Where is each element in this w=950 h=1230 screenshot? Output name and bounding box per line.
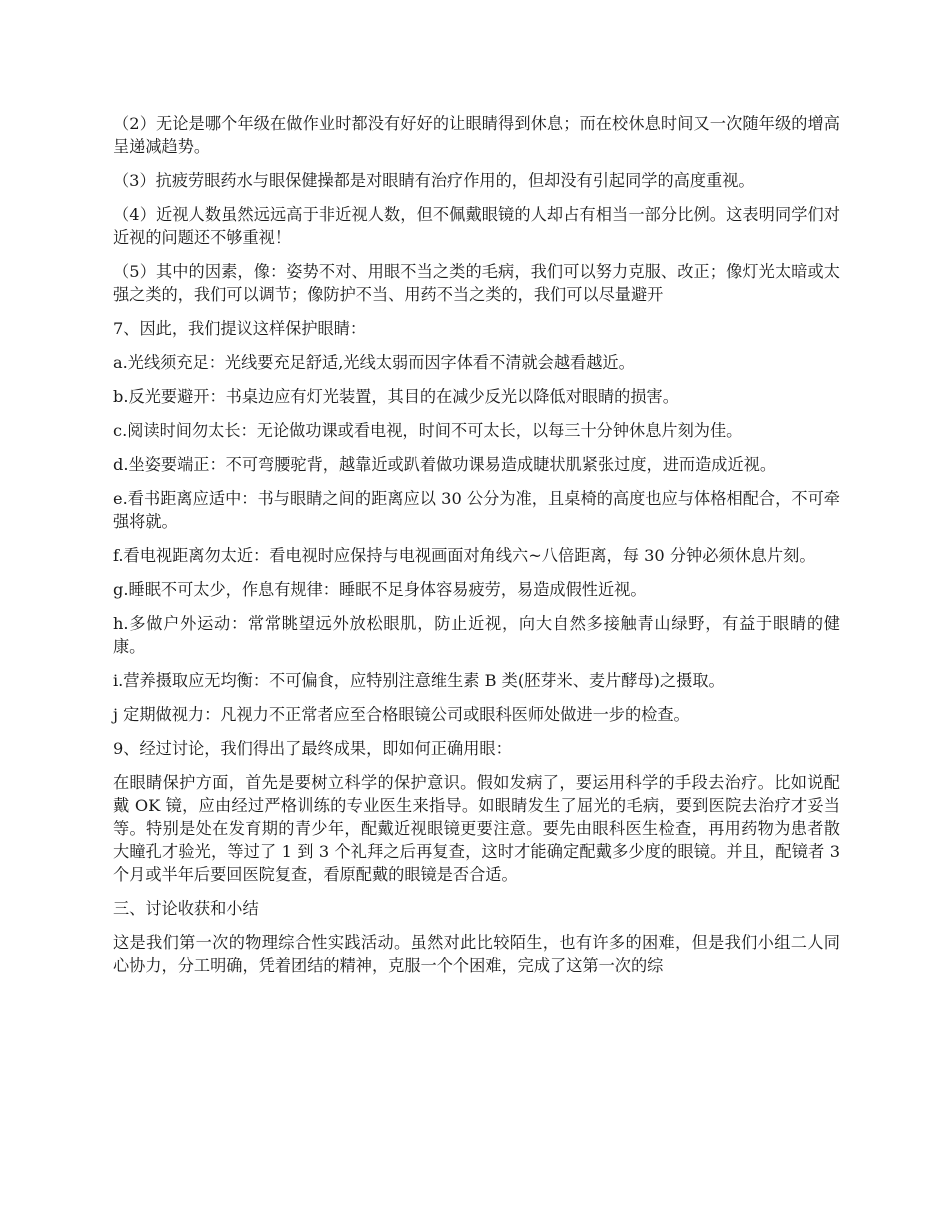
list-item-j: j 定期做视力：凡视力不正常者应至合格眼镜公司或眼科医师处做进一步的检查。: [113, 705, 690, 724]
list-item-b: b.反光要避开：书桌边应有灯光装置，其目的在减少反光以降低对眼睛的损害。: [113, 387, 679, 406]
section-heading-7: 7、因此，我们提议这样保护眼睛：: [113, 319, 367, 338]
paragraph-finding-3: （3）抗疲劳眼药水与眼保健操都是对眼睛有治疗作用的，但却没有引起同学的高度重视。: [113, 171, 755, 190]
list-item-g: g.睡眠不可太少，作息有规律：睡眠不足身体容易疲劳，易造成假性近视。: [113, 580, 647, 599]
paragraph-finding-4: （4）近视人数虽然远远高于非近视人数，但不佩戴眼镜的人却占有相当一部分比例。这表明同学们对近视的问题还不够重视！: [113, 205, 840, 247]
list-item-f: f.看电视距离勿太近：看电视时应保持与电视画面对角线六~八倍距离，每 30 分钟必须休息片刻。: [113, 546, 816, 565]
list-item-a: a.光线须充足：光线要充足舒适,光线太弱而因字体看不清就会越看越近。: [113, 353, 635, 372]
list-item-i: i.营养摄取应无均衡：不可偏食，应特别注意维生素 B 类(胚芽米、麦片酵母)之摄取。: [113, 671, 725, 690]
list-item-d: d.坐姿要端正：不可弯腰驼背，越靠近或趴着做功课易造成睫状肌紧张过度，进而造成近视。: [113, 455, 777, 474]
paragraph-finding-5: （5）其中的因素，像：姿势不对、用眼不当之类的毛病，我们可以努力克服、改正；像灯光太暗或太强之类的，我们可以调节；像防护不当、用药不当之类的，我们可以尽量避开: [113, 262, 840, 304]
list-item-e: e.看书距离应适中：书与眼睛之间的距离应以 30 公分为准，且桌椅的高度也应与体格相配合，不可牵强将就。: [113, 489, 840, 531]
section-heading-9: 9、经过讨论，我们得出了最终成果，即如何正确用眼：: [113, 739, 512, 758]
paragraph-eye-care: 在眼睛保护方面，首先是要树立科学的保护意识。假如发病了，要运用科学的手段去治疗。比如说配戴 OK 镜，应由经过严格训练的专业医生来指导。如眼睛发生了屈光的毛病，要到医院去治疗才妥当等。特别是处在发育期的青少年，配戴近视眼镜更要注意。要先由眼科医生检查，再用药物为患者散大瞳孔才验光，等过了 1 到 3 个礼拜之后再复查，这时才能确定配戴多少度的眼镜。并且，配镜者 3 个月或半年后要回医院复查，看原配戴的眼镜是否合适。: [113, 773, 840, 884]
list-item-c: c.阅读时间勿太长：无论做功课或看电视，时间不可太长，以每三十分钟休息片刻为佳。: [113, 421, 743, 440]
paragraph-summary: 这是我们第一次的物理综合性实践活动。虽然对此比较陌生，也有许多的困难，但是我们小组二人同心协力，分工明确，凭着团结的精神，克服一个个困难，完成了这第一次的综: [113, 933, 840, 975]
list-item-h: h.多做户外运动：常常眺望远外放松眼肌，防止近视，向大自然多接触青山绿野，有益于眼睛的健康。: [113, 614, 840, 656]
paragraph-finding-2: （2）无论是哪个年级在做作业时都没有好好的让眼睛得到休息；而在校休息时间又一次随年级的增高呈递减趋势。: [113, 114, 840, 156]
section-heading-summary: 三、讨论收获和小结: [113, 899, 259, 918]
